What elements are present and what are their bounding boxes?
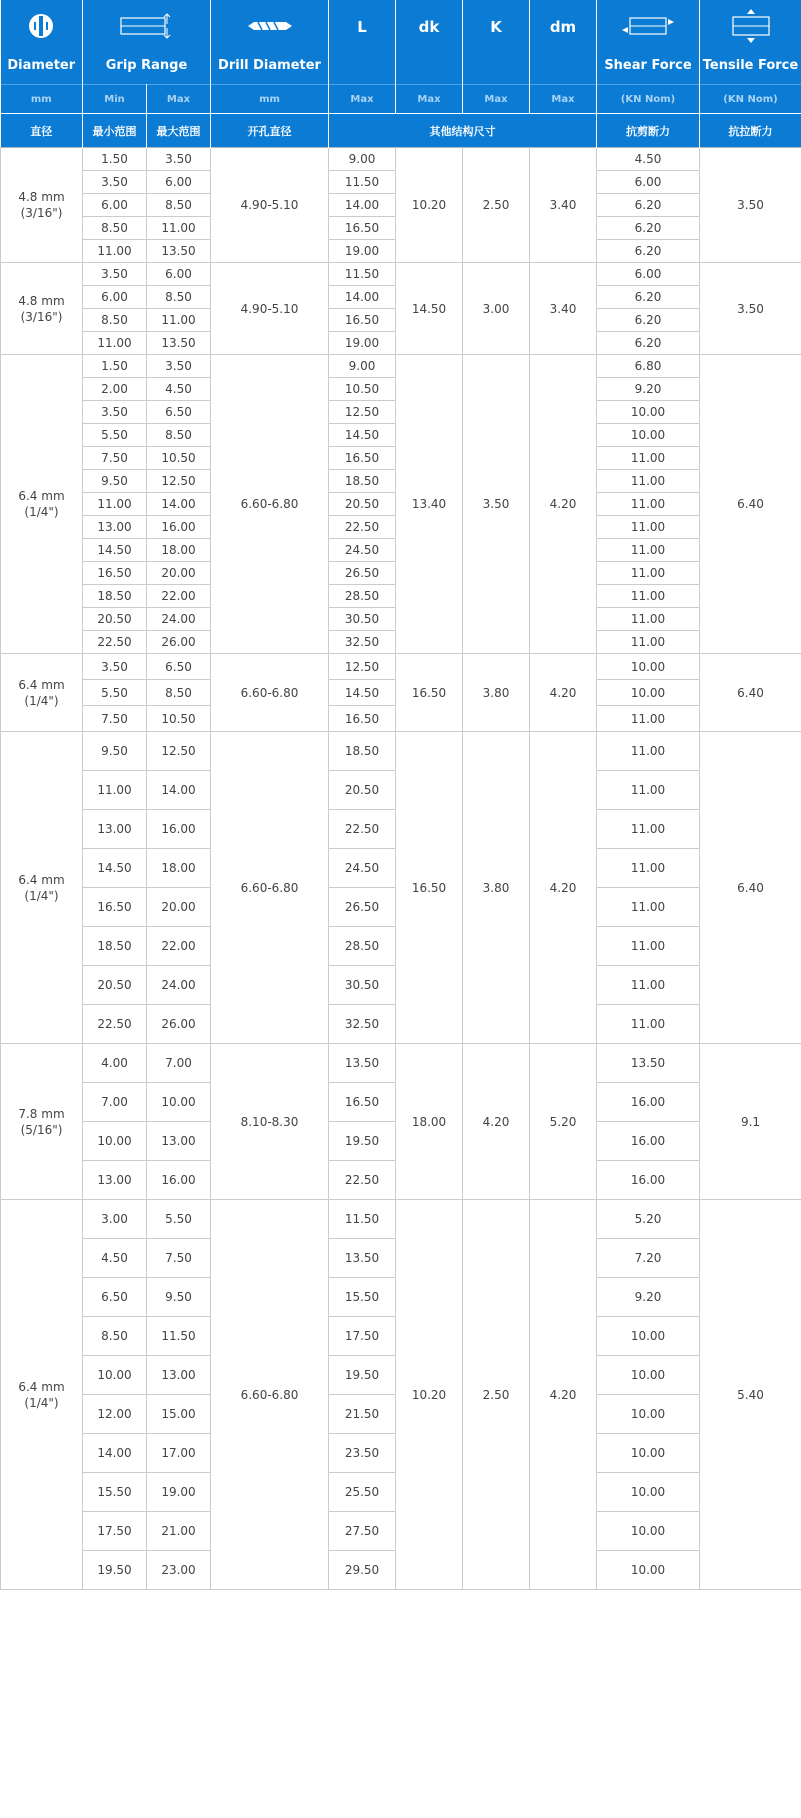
grip-min-cell: 10.00	[83, 1356, 147, 1395]
diameter-cell	[1, 148, 83, 263]
drill-diameter-cell: 8.10-8.30	[211, 1044, 329, 1200]
drill-cn-label: 开孔直径	[211, 114, 329, 148]
grip-max-cell: 8.50	[147, 286, 211, 309]
diameter-cell	[1, 263, 83, 355]
diameter-cell	[1, 1200, 83, 1590]
l-cell: 30.50	[329, 966, 396, 1005]
l-cell: 9.00	[329, 355, 396, 378]
tensile-force-icon	[700, 0, 801, 46]
dk-cell: 13.40	[396, 355, 463, 654]
grip-min-cell: 7.50	[83, 447, 147, 470]
grip-max-cell: 19.00	[147, 1473, 211, 1512]
grip-max-cell: 6.00	[147, 263, 211, 286]
grip-max-cell: 26.00	[147, 1005, 211, 1044]
l-cell: 14.50	[329, 680, 396, 706]
diameter-inch: (3/16")	[20, 309, 63, 324]
shear-force-cell: 6.20	[597, 286, 700, 309]
grip-min-cell: 20.50	[83, 966, 147, 1005]
diameter-inch: (1/4")	[24, 1395, 59, 1410]
tensile-unit: (KN Nom)	[700, 85, 801, 114]
grip-max-cell: 18.00	[147, 539, 211, 562]
dk-cell: 18.00	[396, 1044, 463, 1200]
grip-min-cell: 11.00	[83, 493, 147, 516]
k-cell: 4.20	[463, 1044, 530, 1200]
grip-min-cell: 9.50	[83, 732, 147, 771]
l-cell: 11.50	[329, 1200, 396, 1239]
grip-min-cell: 5.50	[83, 680, 147, 706]
dm-title: dm	[549, 18, 577, 36]
l-cell: 30.50	[329, 608, 396, 631]
shear-force-cell: 9.20	[597, 378, 700, 401]
l-cell: 19.00	[329, 240, 396, 263]
tensile-force-cell: 3.50	[700, 148, 801, 263]
l-cell: 17.50	[329, 1317, 396, 1356]
l-cell: 28.50	[329, 927, 396, 966]
grip-max-cell: 11.00	[147, 217, 211, 240]
other-dims-cn-label: 其他结构尺寸	[329, 114, 597, 148]
grip-max-cell: 5.50	[147, 1200, 211, 1239]
shear-force-cell: 6.00	[597, 171, 700, 194]
grip-max-cell: 4.50	[147, 378, 211, 401]
grip-max-cell: 8.50	[147, 194, 211, 217]
dm-cell: 4.20	[530, 1200, 597, 1590]
grip-max-cell: 22.00	[147, 585, 211, 608]
shear-force-cell: 11.00	[597, 516, 700, 539]
col-dk-header	[396, 0, 463, 85]
table-row	[1, 732, 801, 771]
shear-force-cell: 6.20	[597, 309, 700, 332]
diameter-mm: 6.4 mm	[18, 1379, 65, 1394]
shear-force-cell: 5.20	[597, 1200, 700, 1239]
l-cell: 20.50	[329, 493, 396, 516]
l-cell: 11.50	[329, 263, 396, 286]
grip-max-cell: 12.50	[147, 732, 211, 771]
dk-unit: Max	[396, 85, 463, 114]
l-cell: 24.50	[329, 849, 396, 888]
grip-min-cell: 22.50	[83, 1005, 147, 1044]
drill-diameter-cell: 6.60-6.80	[211, 355, 329, 654]
dm-cell: 3.40	[530, 148, 597, 263]
grip-min-cell: 8.50	[83, 309, 147, 332]
grip-max-cell: 6.50	[147, 654, 211, 680]
l-cell: 13.50	[329, 1239, 396, 1278]
grip-min-cell: 16.50	[83, 888, 147, 927]
dm-cell: 4.20	[530, 654, 597, 732]
diameter-cn-label: 直径	[1, 114, 83, 148]
l-cell: 27.50	[329, 1512, 396, 1551]
diameter-cell	[1, 355, 83, 654]
grip-max-cell: 3.50	[147, 148, 211, 171]
grip-max-cell: 13.00	[147, 1122, 211, 1161]
diameter-inch: (5/16")	[20, 1122, 63, 1137]
tensile-cn-label: 抗拉断力	[700, 114, 801, 148]
shear-force-icon	[597, 0, 699, 46]
grip-max-cell: 12.50	[147, 470, 211, 493]
dm-cell: 3.40	[530, 263, 597, 355]
diameter-mm: 6.4 mm	[18, 872, 65, 887]
grip-min-cell: 16.50	[83, 562, 147, 585]
grip-min-cell: 11.00	[83, 332, 147, 355]
diameter-mm: 4.8 mm	[18, 190, 65, 204]
shear-force-cell: 11.00	[597, 849, 700, 888]
l-cell: 12.50	[329, 401, 396, 424]
k-cell: 3.80	[463, 654, 530, 732]
grip-min-cell: 13.00	[83, 516, 147, 539]
shear-force-cell: 11.00	[597, 732, 700, 771]
grip-min-cell: 18.50	[83, 585, 147, 608]
shear-force-cell: 11.00	[597, 585, 700, 608]
shear-force-cell: 10.00	[597, 680, 700, 706]
col-grip-range-header	[83, 0, 211, 85]
table-row	[1, 355, 801, 378]
drill-diameter-cell: 6.60-6.80	[211, 732, 329, 1044]
shear-force-cell: 10.00	[597, 654, 700, 680]
shear-force-cell: 10.00	[597, 1395, 700, 1434]
diameter-mm: 6.4 mm	[18, 677, 65, 692]
l-cell: 13.50	[329, 1044, 396, 1083]
grip-min-cell: 13.00	[83, 810, 147, 849]
drill-diameter-cell: 4.90-5.10	[211, 148, 329, 263]
grip-max-cell: 13.50	[147, 332, 211, 355]
shear-cn-label: 抗剪断力	[597, 114, 700, 148]
grip-max-cell: 11.50	[147, 1317, 211, 1356]
shear-force-cell: 11.00	[597, 470, 700, 493]
l-cell: 26.50	[329, 562, 396, 585]
shear-force-cell: 16.00	[597, 1122, 700, 1161]
grip-max-cell: 7.00	[147, 1044, 211, 1083]
grip-range-icon	[83, 0, 210, 46]
tensile-force-title: Tensile Force	[702, 58, 799, 73]
grip-max-cell: 21.00	[147, 1512, 211, 1551]
grip-range-title: Grip Range	[105, 58, 188, 73]
l-cell: 23.50	[329, 1434, 396, 1473]
grip-max-cell: 17.00	[147, 1434, 211, 1473]
grip-min-cell: 17.50	[83, 1512, 147, 1551]
grip-min-cell: 15.50	[83, 1473, 147, 1512]
shear-force-cell: 11.00	[597, 631, 700, 654]
l-cell: 11.50	[329, 171, 396, 194]
grip-min-cell: 3.50	[83, 654, 147, 680]
shear-force-cell: 10.00	[597, 401, 700, 424]
shear-force-cell: 6.20	[597, 240, 700, 263]
shear-force-cell: 10.00	[597, 1551, 700, 1590]
diameter-mm: 6.4 mm	[18, 489, 65, 503]
grip-max-cell: 13.50	[147, 240, 211, 263]
grip-max-cell: 24.00	[147, 608, 211, 631]
shear-force-cell: 10.00	[597, 1473, 700, 1512]
grip-max-cell: 10.50	[147, 706, 211, 732]
grip-min-cn-label: 最小范围	[83, 114, 147, 148]
grip-max-cell: 16.00	[147, 516, 211, 539]
grip-min-cell: 9.50	[83, 470, 147, 493]
dk-cell: 10.20	[396, 1200, 463, 1590]
grip-max-cell: 9.50	[147, 1278, 211, 1317]
l-cell: 19.50	[329, 1356, 396, 1395]
grip-min-cell: 20.50	[83, 608, 147, 631]
grip-max-cell: 14.00	[147, 493, 211, 516]
grip-max-cell: 7.50	[147, 1239, 211, 1278]
grip-max-cell: 11.00	[147, 309, 211, 332]
diameter-mm: 7.8 mm	[18, 1106, 65, 1121]
diameter-cell	[1, 654, 83, 732]
diameter-cell	[1, 1044, 83, 1200]
shear-force-title: Shear Force	[604, 58, 692, 73]
tensile-force-cell: 5.40	[700, 1200, 801, 1590]
shear-force-cell: 11.00	[597, 447, 700, 470]
grip-min-cell: 4.00	[83, 1044, 147, 1083]
l-cell: 16.50	[329, 447, 396, 470]
grip-min-cell: 7.50	[83, 706, 147, 732]
l-cell: 22.50	[329, 516, 396, 539]
dk-cell: 10.20	[396, 148, 463, 263]
shear-unit: (KN Nom)	[597, 85, 700, 114]
grip-max-cell: 6.00	[147, 171, 211, 194]
grip-max-cell: 10.00	[147, 1083, 211, 1122]
grip-min-cell: 3.50	[83, 263, 147, 286]
shear-force-cell: 13.50	[597, 1044, 700, 1083]
drill-diameter-cell: 4.90-5.10	[211, 263, 329, 355]
shear-force-cell: 6.20	[597, 194, 700, 217]
shear-force-cell: 11.00	[597, 562, 700, 585]
shear-force-cell: 11.00	[597, 1005, 700, 1044]
tensile-force-cell: 3.50	[700, 263, 801, 355]
diameter-unit: mm	[1, 85, 83, 114]
tensile-force-cell: 6.40	[700, 732, 801, 1044]
shear-force-cell: 11.00	[597, 493, 700, 516]
grip-max-cell: 20.00	[147, 562, 211, 585]
l-cell: 28.50	[329, 585, 396, 608]
shear-force-cell: 11.00	[597, 966, 700, 1005]
grip-min-cell: 10.00	[83, 1122, 147, 1161]
l-cell: 18.50	[329, 470, 396, 493]
drill-diameter-cell: 6.60-6.80	[211, 1200, 329, 1590]
grip-max-cell: 3.50	[147, 355, 211, 378]
grip-min-cell: 14.50	[83, 849, 147, 888]
drill-diameter-title: Drill Diameter	[218, 58, 321, 73]
grip-max-label: Max	[147, 85, 211, 114]
l-cell: 29.50	[329, 1551, 396, 1590]
shear-force-cell: 10.00	[597, 1434, 700, 1473]
dm-unit: Max	[530, 85, 597, 114]
shear-force-cell: 7.20	[597, 1239, 700, 1278]
shear-force-cell: 10.00	[597, 424, 700, 447]
col-l-header	[329, 0, 396, 85]
grip-min-cell: 22.50	[83, 631, 147, 654]
drill-bit-icon	[211, 0, 328, 46]
table-row	[1, 148, 801, 171]
shear-force-cell: 6.00	[597, 263, 700, 286]
grip-min-cell: 8.50	[83, 217, 147, 240]
rivet-head-icon	[1, 0, 83, 46]
grip-max-cell: 22.00	[147, 927, 211, 966]
l-cell: 20.50	[329, 771, 396, 810]
grip-min-cell: 1.50	[83, 355, 147, 378]
grip-min-cell: 3.00	[83, 1200, 147, 1239]
grip-min-cell: 4.50	[83, 1239, 147, 1278]
grip-max-cn-label: 最大范围	[147, 114, 211, 148]
table-row	[1, 1200, 801, 1239]
shear-force-cell: 16.00	[597, 1161, 700, 1200]
l-cell: 32.50	[329, 631, 396, 654]
grip-min-cell: 14.50	[83, 539, 147, 562]
col-dm-header	[530, 0, 597, 85]
grip-min-label: Min	[83, 85, 147, 114]
shear-force-cell: 11.00	[597, 706, 700, 732]
l-cell: 21.50	[329, 1395, 396, 1434]
grip-min-cell: 13.00	[83, 1161, 147, 1200]
tensile-force-cell: 6.40	[700, 355, 801, 654]
l-cell: 14.00	[329, 286, 396, 309]
grip-min-cell: 6.00	[83, 194, 147, 217]
grip-min-cell: 18.50	[83, 927, 147, 966]
grip-max-cell: 15.00	[147, 1395, 211, 1434]
grip-min-cell: 2.00	[83, 378, 147, 401]
shear-force-cell: 11.00	[597, 771, 700, 810]
l-unit: Max	[329, 85, 396, 114]
grip-max-cell: 24.00	[147, 966, 211, 1005]
grip-max-cell: 8.50	[147, 680, 211, 706]
shear-force-cell: 4.50	[597, 148, 700, 171]
grip-min-cell: 14.00	[83, 1434, 147, 1473]
diameter-inch: (3/16")	[20, 206, 63, 220]
grip-min-cell: 19.50	[83, 1551, 147, 1590]
l-cell: 22.50	[329, 810, 396, 849]
shear-force-cell: 16.00	[597, 1083, 700, 1122]
tensile-force-cell: 6.40	[700, 654, 801, 732]
dk-title: dk	[418, 18, 440, 36]
l-cell: 18.50	[329, 732, 396, 771]
grip-max-cell: 6.50	[147, 401, 211, 424]
k-cell: 3.00	[463, 263, 530, 355]
diameter-mm: 4.8 mm	[18, 293, 65, 308]
l-cell: 32.50	[329, 1005, 396, 1044]
drill-unit: mm	[211, 85, 329, 114]
k-cell: 2.50	[463, 148, 530, 263]
table-row	[1, 263, 801, 286]
spec-table-body	[1, 148, 801, 1590]
dm-cell: 5.20	[530, 1044, 597, 1200]
l-cell: 25.50	[329, 1473, 396, 1512]
l-cell: 16.50	[329, 309, 396, 332]
l-cell: 16.50	[329, 217, 396, 240]
grip-max-cell: 18.00	[147, 849, 211, 888]
grip-min-cell: 7.00	[83, 1083, 147, 1122]
dk-cell: 16.50	[396, 654, 463, 732]
diameter-inch: (1/4")	[24, 693, 59, 708]
shear-force-cell: 6.80	[597, 355, 700, 378]
diameter-inch: (1/4")	[24, 888, 59, 903]
shear-force-cell: 10.00	[597, 1512, 700, 1551]
grip-min-cell: 1.50	[83, 148, 147, 171]
diameter-title: Diameter	[7, 58, 76, 73]
l-cell: 10.50	[329, 378, 396, 401]
grip-min-cell: 6.50	[83, 1278, 147, 1317]
grip-max-cell: 14.00	[147, 771, 211, 810]
l-cell: 12.50	[329, 654, 396, 680]
col-drill-diameter-header	[211, 0, 329, 85]
shear-force-cell: 6.20	[597, 217, 700, 240]
shear-force-cell: 11.00	[597, 608, 700, 631]
grip-max-cell: 23.00	[147, 1551, 211, 1590]
col-tensile-force-header	[700, 0, 801, 85]
grip-max-cell: 16.00	[147, 1161, 211, 1200]
k-title: K	[490, 18, 502, 36]
shear-force-cell: 11.00	[597, 927, 700, 966]
shear-force-cell: 11.00	[597, 810, 700, 849]
shear-force-cell: 10.00	[597, 1317, 700, 1356]
k-cell: 3.50	[463, 355, 530, 654]
drill-diameter-cell: 6.60-6.80	[211, 654, 329, 732]
l-cell: 22.50	[329, 1161, 396, 1200]
grip-max-cell: 26.00	[147, 631, 211, 654]
l-cell: 14.00	[329, 194, 396, 217]
l-cell: 19.50	[329, 1122, 396, 1161]
shear-force-cell: 10.00	[597, 1356, 700, 1395]
grip-max-cell: 16.00	[147, 810, 211, 849]
k-unit: Max	[463, 85, 530, 114]
shear-force-cell: 11.00	[597, 888, 700, 927]
grip-max-cell: 8.50	[147, 424, 211, 447]
l-cell: 26.50	[329, 888, 396, 927]
grip-min-cell: 12.00	[83, 1395, 147, 1434]
grip-min-cell: 11.00	[83, 240, 147, 263]
grip-min-cell: 11.00	[83, 771, 147, 810]
col-shear-force-header	[597, 0, 700, 85]
l-cell: 16.50	[329, 1083, 396, 1122]
k-cell: 2.50	[463, 1200, 530, 1590]
dk-cell: 14.50	[396, 263, 463, 355]
diameter-cell	[1, 732, 83, 1044]
dm-cell: 4.20	[530, 732, 597, 1044]
l-cell: 16.50	[329, 706, 396, 732]
k-cell: 3.80	[463, 732, 530, 1044]
grip-max-cell: 20.00	[147, 888, 211, 927]
grip-min-cell: 8.50	[83, 1317, 147, 1356]
diameter-inch: (1/4")	[24, 505, 59, 519]
grip-max-cell: 13.00	[147, 1356, 211, 1395]
grip-min-cell: 6.00	[83, 286, 147, 309]
table-row	[1, 1044, 801, 1083]
l-cell: 14.50	[329, 424, 396, 447]
l-title: L	[357, 18, 367, 36]
l-cell: 19.00	[329, 332, 396, 355]
tensile-force-cell: 9.1	[700, 1044, 801, 1200]
l-cell: 24.50	[329, 539, 396, 562]
grip-min-cell: 5.50	[83, 424, 147, 447]
col-diameter-header	[1, 0, 83, 85]
grip-min-cell: 3.50	[83, 171, 147, 194]
dm-cell: 4.20	[530, 355, 597, 654]
dk-cell: 16.50	[396, 732, 463, 1044]
shear-force-cell: 11.00	[597, 539, 700, 562]
col-k-header	[463, 0, 530, 85]
table-row	[1, 654, 801, 680]
shear-force-cell: 6.20	[597, 332, 700, 355]
l-cell: 15.50	[329, 1278, 396, 1317]
grip-max-cell: 10.50	[147, 447, 211, 470]
shear-force-cell: 9.20	[597, 1278, 700, 1317]
grip-min-cell: 3.50	[83, 401, 147, 424]
l-cell: 9.00	[329, 148, 396, 171]
